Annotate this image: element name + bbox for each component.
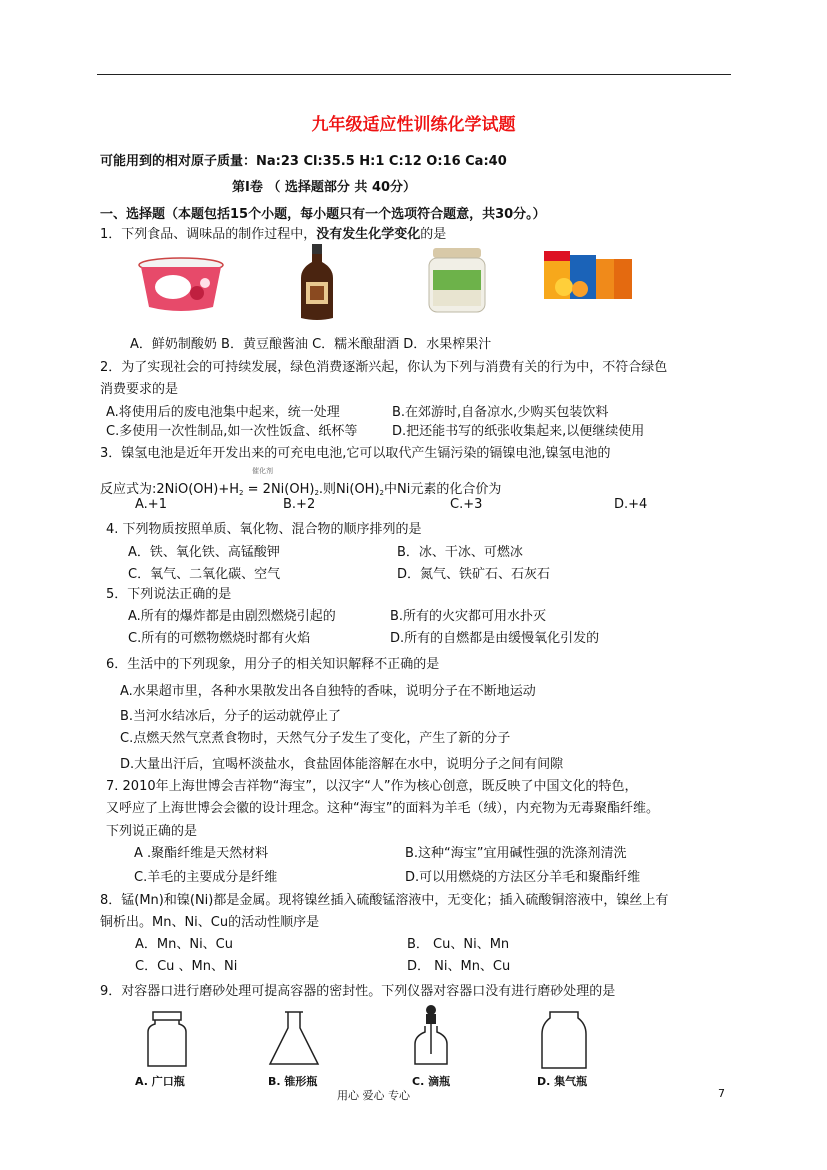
q3-eq-sub1: 2 <box>239 489 244 497</box>
q7-line2: 又呼应了上海世博会会徽的设计理念。这种“海宝”的面料为羊毛（绒），内充物为无毒聚酯纤维。 <box>106 801 659 816</box>
q3-option-d: D.+4 <box>614 497 648 512</box>
q2-option-b: B.在郊游时,自备凉水,少购买包装饮料 <box>392 405 609 420</box>
q1-options: A．鲜奶制酸奶 B．黄豆酿酱油 C．糯米酿甜酒 D．水果榨果汁 <box>130 337 492 352</box>
q7-line3: 下列说正确的是 <box>106 824 198 839</box>
q9-label-d: D. 集气瓶 <box>537 1075 588 1088</box>
q7-option-a: A .聚酯纤维是天然材料 <box>134 846 269 861</box>
q1-stem-bold: 没有发生化学变化 <box>316 227 421 242</box>
q3-eq-sub2: 2 <box>314 489 319 497</box>
atomic-mass-line: 可能用到的相对原子质量：Na:23 Cl:35.5 H:1 C:12 O:16 Ca:40 <box>100 154 507 169</box>
conical-flask-diagram <box>266 1010 322 1068</box>
q5-option-d: D.所有的自燃都是由缓慢氧化引发的 <box>390 631 600 646</box>
q2-option-a: A.将使用后的废电池集中起来，统一处理 <box>106 405 340 420</box>
page-number: 7 <box>718 1087 725 1100</box>
q3-equation <box>100 478 501 497</box>
q8-line1: 8．锰(Mn)和镍(Ni)都是金属。现将镍丝插入硫酸锰溶液中，无变化；插入硫酸铜溶液中，镍丝上有 <box>100 893 669 908</box>
q3-eq-sub3: 2 <box>379 489 384 497</box>
q4-stem: 4. 下列物质按照单质、氧化物、混合物的顺序排列的是 <box>106 522 422 537</box>
part-one-heading: 一、选择题（本题包括15个小题，每小题只有一个选项符合题意，共30分。） <box>100 207 546 222</box>
q3-eq-c: .则Ni(OH) <box>318 482 380 497</box>
q8-option-a: A．Mn、Ni、Cu <box>135 937 234 952</box>
q2-option-d: D.把还能书写的纸张收集起来,以便继续使用 <box>392 424 645 439</box>
q8-option-b: B． Cu、Ni、Mn <box>407 937 510 952</box>
q6-option-b: B.当河水结冰后，分子的运动就停止了 <box>120 709 342 724</box>
q8-option-d: D． Ni、Mn、Cu <box>407 959 511 974</box>
q7-option-b: B.这种“海宝”宜用碱性强的洗涤剂清洗 <box>405 846 627 861</box>
q9-stem: 9．对容器口进行磨砂处理可提高容器的密封性。下列仪器对容器口没有进行磨砂处理的是 <box>100 984 616 999</box>
q1-stem-a: 1．下列食品、调味品的制作过程中， <box>100 227 317 242</box>
q7-option-c: C.羊毛的主要成分是纤维 <box>134 870 278 885</box>
q3-option-a: A.+1 <box>135 497 167 512</box>
wide-mouth-bottle-diagram <box>145 1010 189 1070</box>
gas-jar-diagram <box>540 1010 588 1070</box>
q5-stem: 5．下列说法正确的是 <box>106 587 232 602</box>
q2-line1: 2．为了实现社会的可持续发展，绿色消费逐渐兴起，你认为下列与消费有关的行为中，不符合绿色 <box>100 360 668 375</box>
soy-sauce-bottle-image <box>297 244 337 322</box>
top-rule <box>97 74 731 75</box>
yogurt-cup-image <box>135 255 227 315</box>
fruit-juice-cartons-image <box>540 245 636 303</box>
page-title: 九年级适应性训练化学试题 <box>311 115 516 135</box>
catalyst-label: 催化剂 <box>252 467 273 475</box>
q4-option-d: D．氮气、铁矿石、石灰石 <box>397 567 551 582</box>
footer-motto: 用心 爱心 专心 <box>337 1089 410 1102</box>
q3-line1: 3．镍氢电池是近年开发出来的可充电电池,它可以取代产生镉污染的镉镍电池,镍氢电池的 <box>100 446 611 461</box>
q3-eq-b: = 2Ni(OH) <box>243 482 315 497</box>
q6-stem: 6．生活中的下列现象，用分子的相关知识解释不正确的是 <box>106 657 440 672</box>
q3-option-b: B.+2 <box>283 497 316 512</box>
q1-stem-b: 的是 <box>420 227 447 242</box>
rice-wine-jar-image <box>425 246 489 316</box>
q5-option-b: B.所有的火灾都可用水扑灭 <box>390 609 547 624</box>
q4-option-c: C．氧气、二氧化碳、空气 <box>128 567 281 582</box>
q9-label-c: C. 滴瓶 <box>412 1075 451 1088</box>
q8-line2: 铜析出。Mn、Ni、Cu的活动性顺序是 <box>100 915 320 930</box>
q6-option-d: D.大量出汗后，宜喝杯淡盐水，食盐固体能溶解在水中，说明分子之间有间隙 <box>120 757 564 772</box>
q5-option-c: C.所有的可燃物燃烧时都有火焰 <box>128 631 311 646</box>
q6-option-a: A.水果超市里，各种水果散发出各自独特的香味，说明分子在不断地运动 <box>120 684 536 699</box>
q4-option-a: A．铁、氧化铁、高锰酸钾 <box>128 545 280 560</box>
q3-option-c: C.+3 <box>450 497 483 512</box>
q2-line2: 消费要求的是 <box>100 382 179 397</box>
q9-label-b: B. 锥形瓶 <box>268 1075 318 1088</box>
q5-option-a: A.所有的爆炸都是由剧烈燃烧引起的 <box>128 609 336 624</box>
q6-option-c: C.点燃天然气烹煮食物时，天然气分子发生了变化，产生了新的分子 <box>120 731 511 746</box>
dropper-bottle-diagram <box>411 1004 451 1068</box>
q3-eq-d: 中Ni元素的化合价为 <box>384 482 502 497</box>
q3-eq-a: 反应式为:2NiO(OH)+H <box>100 482 240 497</box>
q7-option-d: D.可以用燃烧的方法区分羊毛和聚酯纤维 <box>405 870 641 885</box>
q7-line1: 7. 2010年上海世博会吉祥物“海宝”，以汉字“人”作为核心创意，既反映了中国文化的特色， <box>106 779 638 794</box>
q2-option-c: C.多使用一次性制品,如一次性饭盒、纸杯等 <box>106 424 358 439</box>
q1-stem <box>100 223 446 242</box>
q8-option-c: C．Cu 、Mn、Ni <box>135 959 238 974</box>
q4-option-b: B．冰、干冰、可燃冰 <box>397 545 523 560</box>
q9-label-a: A. 广口瓶 <box>135 1075 185 1088</box>
section-header: 第Ⅰ卷 （ 选择题部分 共 40分） <box>232 180 417 195</box>
